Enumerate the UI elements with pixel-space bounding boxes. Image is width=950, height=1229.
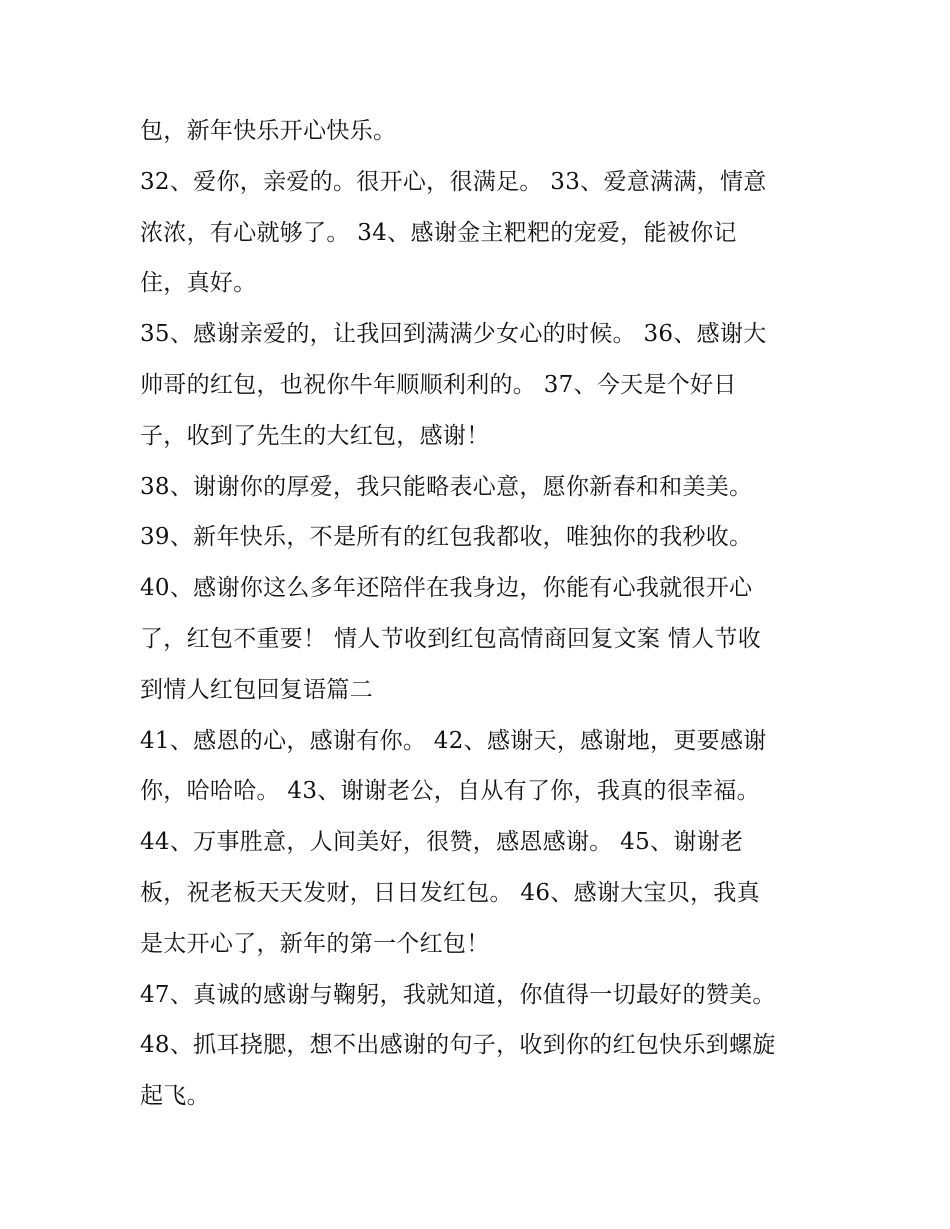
text-line: 住，真好。 [140, 270, 257, 297]
text-line: 48、抓耳挠腮，想不出感谢的句子，收到你的红包快乐到螺旋 [140, 1032, 776, 1059]
text-line: 32、爱你，亲爱的。很开心，很满足。 33、爱意满满，情意 [140, 168, 767, 195]
text-line: 是太开心了，新年的第一个红包！ [140, 930, 490, 957]
text-line: 38、谢谢你的厚爱，我只能略表心意，愿你新春和和美美。 [140, 473, 753, 500]
text-line: 35、感谢亲爱的，让我回到满满少女心的时候。 36、感谢大 [140, 321, 767, 348]
text-line: 39、新年快乐，不是所有的红包我都收，唯独你的我秒收。 [140, 524, 753, 551]
text-line: 你，哈哈哈。 43、谢谢老公，自从有了你，我真的很幸福。 [140, 778, 760, 805]
text-line: 浓浓，有心就够了。 34、感谢金主粑粑的宠爱，能被你记 [140, 219, 737, 246]
text-line: 44、万事胜意，人间美好，很赞，感恩感谢。 45、谢谢老 [140, 829, 744, 856]
text-line: 起飞。 [140, 1083, 210, 1110]
text-line: 47、真诚的感谢与鞠躬，我就知道，你值得一切最好的赞美。 [140, 981, 776, 1008]
text-line: 包，新年快乐开心快乐。 [140, 118, 397, 144]
text-line: 40、感谢你这么多年还陪伴在我身边，你能有心我就很开心 [140, 575, 753, 602]
text-line: 板，祝老板天天发财，日日发红包。 46、感谢大宝贝，我真 [140, 879, 760, 906]
text-line: 子，收到了先生的大红包，感谢！ [140, 422, 490, 449]
text-line: 到情人红包回复语篇二 [140, 676, 373, 703]
text-line: 了，红包不重要！ 情人节收到红包高情商回复文案 情人节收 [140, 625, 762, 652]
text-line: 41、感恩的心，感谢有你。 42、感谢天，感谢地，更要感谢 [140, 727, 767, 754]
document-body [140, 106, 820, 1122]
text-line: 帅哥的红包，也祝你牛年顺顺利利的。 37、今天是个好日 [140, 371, 737, 398]
